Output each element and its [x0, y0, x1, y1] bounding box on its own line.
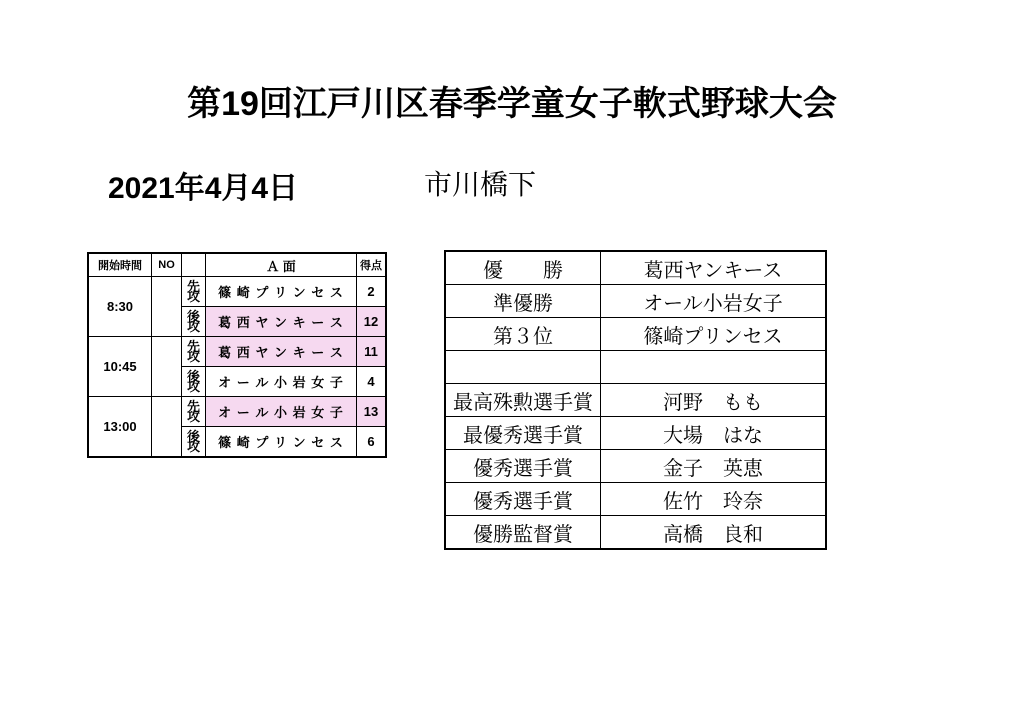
header-start-time: 開始時間 — [88, 253, 152, 277]
team-score: 11 — [357, 337, 387, 367]
table-row — [88, 253, 386, 277]
award-label: 準優勝 — [445, 285, 601, 318]
table-row — [445, 516, 826, 550]
event-place: 市川橋下 — [424, 169, 537, 200]
game-time: 8:30 — [88, 277, 152, 337]
game-time: 13:00 — [88, 397, 152, 458]
award-value: 金子 英恵 — [601, 450, 827, 483]
header-score: 得点 — [357, 253, 387, 277]
schedule-header — [88, 253, 386, 277]
game-no — [152, 397, 182, 458]
team-name: オ ー ル 小 岩 女 子 — [206, 397, 357, 427]
award-value: 篠崎プリンセス — [601, 318, 827, 351]
award-label: 優秀選手賞 — [445, 483, 601, 516]
schedule-body — [88, 277, 386, 458]
team-name: 葛 西 ヤ ン キ ー ス — [206, 307, 357, 337]
game-no — [152, 337, 182, 397]
award-value: 河野 もも — [601, 384, 827, 417]
table-row — [445, 384, 826, 417]
table-row — [445, 417, 826, 450]
table-row — [445, 285, 826, 318]
award-value — [601, 351, 827, 384]
table-row — [88, 397, 386, 427]
award-label — [445, 351, 601, 384]
team-name: 篠 崎 プ リ ン セ ス — [206, 427, 357, 458]
award-value: 佐竹 玲奈 — [601, 483, 827, 516]
table-row — [445, 318, 826, 351]
page-title: 第19回江戸川区春季学童女子軟式野球大会 — [187, 85, 837, 123]
table-row — [445, 251, 826, 285]
team-score: 2 — [357, 277, 387, 307]
table-row — [445, 483, 826, 516]
table-row — [88, 277, 386, 307]
award-label: 優 勝 — [445, 251, 601, 285]
event-date: 2021年4月4日 — [108, 172, 299, 205]
team-score: 4 — [357, 367, 387, 397]
team-name: 葛 西 ヤ ン キ ー ス — [206, 337, 357, 367]
schedule-table — [87, 252, 387, 458]
batting-order: 先攻 — [182, 277, 206, 307]
team-score: 12 — [357, 307, 387, 337]
awards-table-container — [444, 250, 827, 550]
team-name: 篠 崎 プ リ ン セ ス — [206, 277, 357, 307]
game-time: 10:45 — [88, 337, 152, 397]
header-no: NO — [152, 253, 182, 277]
batting-order: 後攻 — [182, 367, 206, 397]
award-label: 優秀選手賞 — [445, 450, 601, 483]
award-label: 優勝監督賞 — [445, 516, 601, 550]
batting-order: 先攻 — [182, 337, 206, 367]
game-no — [152, 277, 182, 337]
table-row — [445, 351, 826, 384]
table-row — [445, 450, 826, 483]
award-value: オール小岩女子 — [601, 285, 827, 318]
header-field-a: Ａ 面 — [206, 253, 357, 277]
schedule-table-container — [87, 252, 387, 458]
team-score: 13 — [357, 397, 387, 427]
table-row — [88, 337, 386, 367]
award-value: 高橋 良和 — [601, 516, 827, 550]
awards-table — [444, 250, 827, 550]
award-value: 葛西ヤンキース — [601, 251, 827, 285]
team-name: オ ー ル 小 岩 女 子 — [206, 367, 357, 397]
award-label: 第３位 — [445, 318, 601, 351]
batting-order: 後攻 — [182, 427, 206, 458]
team-score: 6 — [357, 427, 387, 458]
batting-order: 後攻 — [182, 307, 206, 337]
award-label: 最優秀選手賞 — [445, 417, 601, 450]
award-value: 大場 はな — [601, 417, 827, 450]
batting-order: 先攻 — [182, 397, 206, 427]
award-label: 最高殊勲選手賞 — [445, 384, 601, 417]
header-ha — [182, 253, 206, 277]
